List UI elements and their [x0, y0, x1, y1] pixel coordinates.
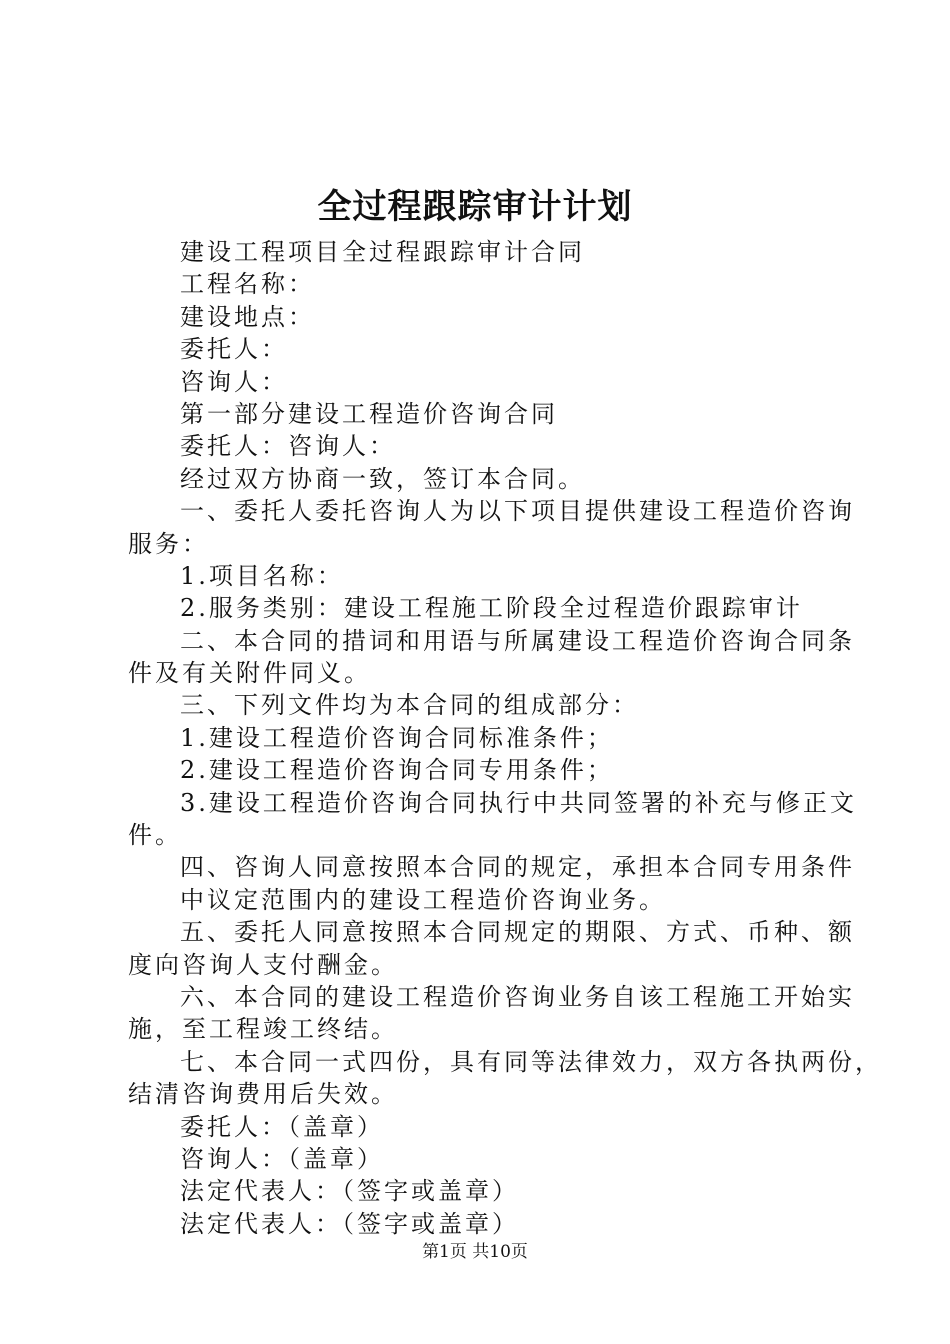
text-line: 四、咨询人同意按照本合同的规定，承担本合同专用条件 [180, 853, 855, 882]
text-line: 1.建设工程造价咨询合同标准条件； [180, 723, 614, 752]
text-line: 中议定范围内的建设工程造价咨询业务。 [180, 885, 666, 914]
text-line: 委托人：（盖章） [180, 1112, 384, 1141]
text-line: 法定代表人：（签字或盖章） [180, 1209, 519, 1238]
text-line: 工程名称： [180, 270, 315, 299]
text-line: 咨询人：（盖章） [180, 1144, 384, 1173]
text-line: 服务： [128, 529, 209, 558]
text-line: 建设地点： [180, 302, 315, 331]
text-line: 委托人：咨询人： [180, 432, 396, 461]
page-title: 全过程跟踪审计计划 [317, 187, 633, 227]
text-line: 第一部分建设工程造价咨询合同 [180, 399, 558, 428]
text-line: 3.建设工程造价咨询合同执行中共同签署的补充与修正文 [180, 788, 857, 817]
text-line: 结清咨询费用后失效。 [128, 1080, 398, 1109]
text-line: 七、本合同一式四份，具有同等法律效力，双方各执两份， [180, 1047, 882, 1076]
text-line: 五、委托人同意按照本合同规定的期限、方式、币种、额 [180, 918, 855, 947]
text-line: 一、委托人委托咨询人为以下项目提供建设工程造价咨询 [180, 497, 855, 526]
text-line: 件及有关附件同义。 [128, 659, 371, 688]
text-line: 施，至工程竣工终结。 [128, 1015, 398, 1044]
text-line: 三、下列文件均为本合同的组成部分： [180, 691, 639, 720]
text-line: 二、本合同的措词和用语与所属建设工程造价咨询合同条 [180, 626, 855, 655]
text-line: 法定代表人：（签字或盖章） [180, 1177, 519, 1206]
text-line: 2.服务类别：建设工程施工阶段全过程造价跟踪审计 [180, 594, 803, 623]
text-line: 1.项目名称： [180, 561, 344, 590]
text-line: 2.建设工程造价咨询合同专用条件； [180, 756, 614, 785]
document-body [128, 236, 882, 1240]
text-line: 建设工程项目全过程跟踪审计合同 [180, 238, 585, 266]
text-line: 委托人： [180, 335, 288, 364]
text-line: 度向咨询人支付酬金。 [128, 950, 398, 979]
page-footer: 第1页 共10页 [422, 1242, 528, 1262]
text-line: 经过双方协商一致，签订本合同。 [180, 464, 585, 493]
text-line: 件。 [128, 821, 182, 850]
text-line: 六、本合同的建设工程造价咨询业务自该工程施工开始实 [180, 982, 855, 1011]
text-line: 咨询人： [180, 367, 288, 396]
